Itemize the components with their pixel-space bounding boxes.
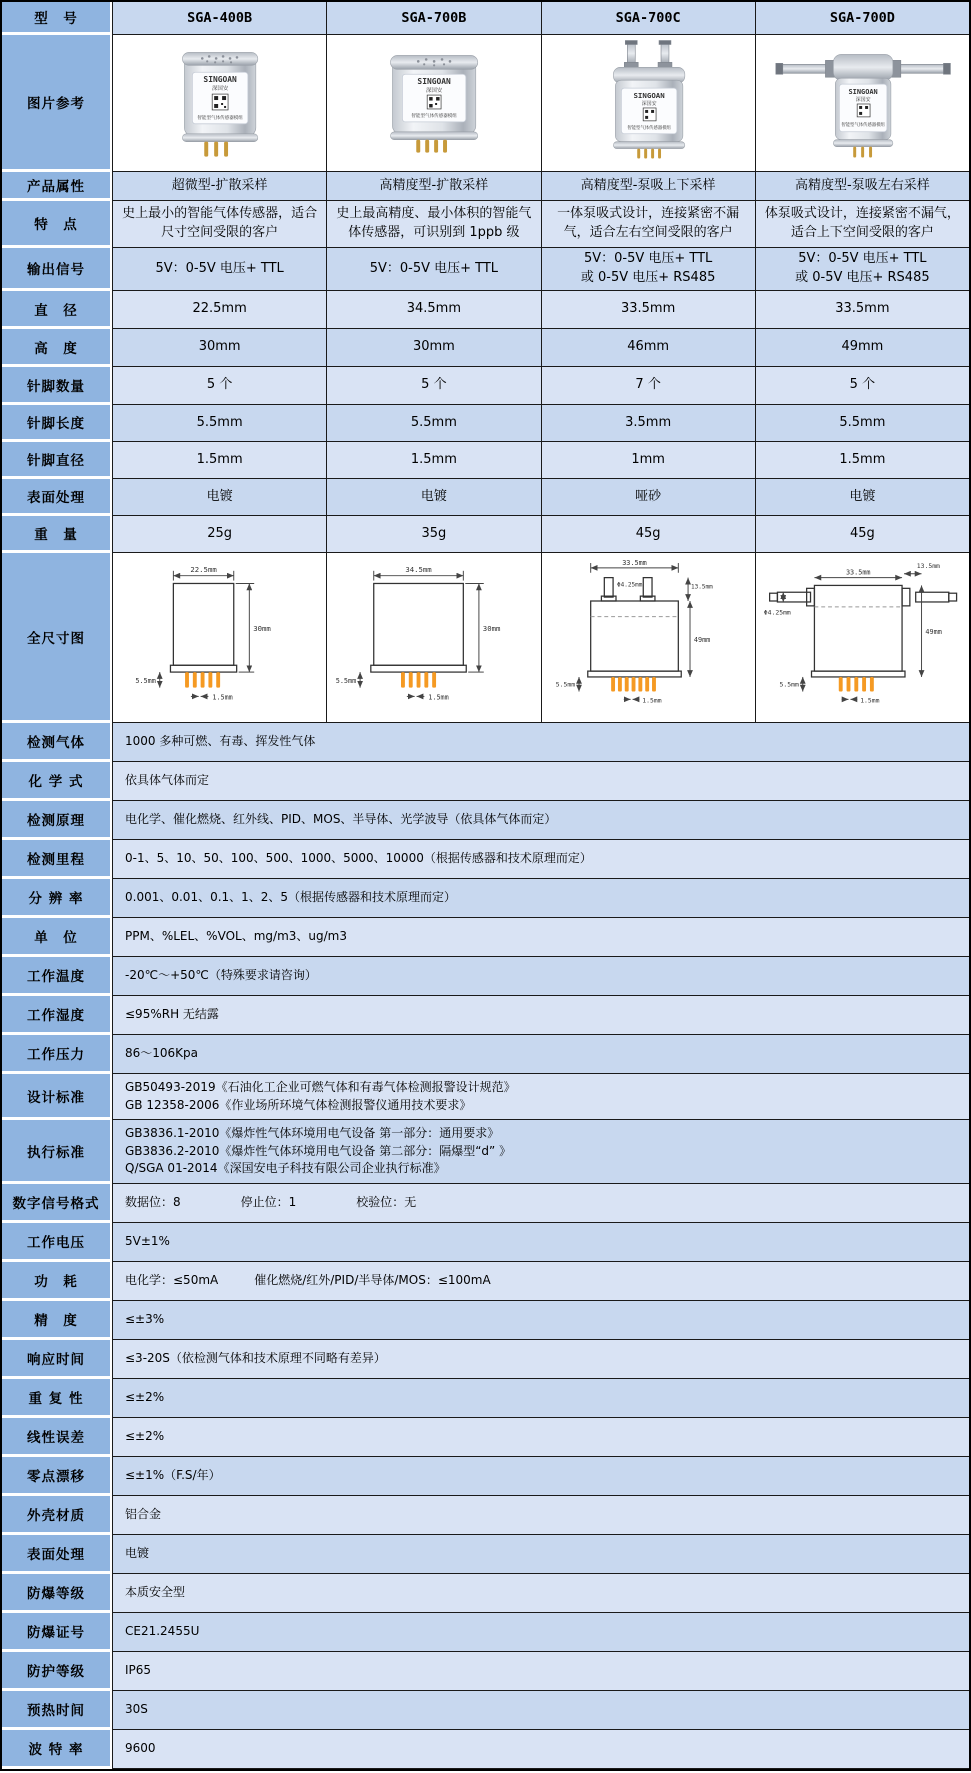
spec-value (541, 172, 755, 201)
spec-value-line: 34.5mm (406, 301, 462, 317)
spec-row (2, 405, 969, 442)
spec-value-line: 30mm (412, 339, 455, 355)
spec-row (2, 1340, 969, 1379)
row-label: 重 复 性 (2, 1379, 112, 1418)
spec-value (112, 1301, 969, 1340)
spec-value-line: 电镀 (420, 488, 447, 504)
spec-value-line: 史上最小的智能气体传感器，适合尺寸空间受限的客户 (122, 206, 318, 240)
dimension-drawing-icon (113, 554, 326, 722)
qr-code-icon (427, 95, 441, 109)
row-label: 零点漂移 (2, 1457, 112, 1496)
spec-value-line: 高精度型-泵吸上下采样 (580, 177, 716, 193)
spec-row (2, 957, 969, 996)
spec-value-line: 0.001、0.01、0.1、1、2、5（根据传感器和技术原理而定） (125, 890, 457, 905)
spec-value (326, 172, 540, 201)
spec-value-line: ≤±3% (125, 1312, 165, 1327)
svg-text:22.5mm: 22.5mm (190, 564, 217, 574)
row-label: 检测里程 (2, 840, 112, 879)
spec-value (326, 201, 540, 248)
spec-value (112, 801, 969, 840)
sensor-photo-icon (113, 36, 326, 171)
spec-value (112, 248, 326, 291)
spec-value-line: 35g (421, 525, 447, 541)
spec-value-line: 30S (125, 1702, 148, 1717)
row-label: 针脚数量 (2, 367, 112, 405)
spec-value (541, 329, 755, 367)
row-label: 功 耗 (2, 1262, 112, 1301)
sensor-photo-icon (756, 36, 969, 171)
row-label: 预热时间 (2, 1691, 112, 1730)
svg-text:1.5mm: 1.5mm (859, 695, 880, 704)
spec-row (2, 479, 969, 516)
spec-value-line: 电镀 (125, 1546, 150, 1561)
svg-text:5.5mm: 5.5mm (135, 676, 156, 685)
svg-text:智能型气体传感器模组: 智能型气体传感器模组 (411, 113, 458, 119)
svg-text:1.5mm: 1.5mm (428, 692, 449, 701)
spec-row (2, 1301, 969, 1340)
row-label: 线性误差 (2, 1418, 112, 1457)
row-label: 防护等级 (2, 1652, 112, 1691)
spec-value (326, 248, 540, 291)
spec-value-line: 电镀 (206, 488, 233, 504)
row-label: 防爆证号 (2, 1613, 112, 1652)
model-name-sga-700b: SGA-700B (326, 2, 540, 35)
spec-value-line: 或 0-5V 电压+ RS485 (580, 270, 716, 285)
spec-value-line: ≤±1%（F.S/年） (125, 1468, 221, 1483)
spec-value-line: GB50493-2019《石油化工企业可燃气体和有毒气体检测报警设计规范》 (125, 1080, 516, 1095)
svg-text:13.5mm: 13.5mm (690, 582, 713, 590)
row-label: 工作湿度 (2, 996, 112, 1035)
row-label: 数字信号格式 (2, 1184, 112, 1223)
spec-value-line: 超微型-扩散采样 (171, 177, 268, 193)
svg-text:33.5mm: 33.5mm (621, 558, 647, 567)
qr-code-icon (212, 94, 228, 110)
spec-row (2, 879, 969, 918)
spec-value-line: 5V：0-5V 电压+ TTL (798, 251, 927, 267)
spec-value (541, 405, 755, 442)
spec-value-line: 1000 多种可燃、有毒、挥发性气体 (125, 734, 316, 749)
spec-value-line: 1.5mm (839, 451, 886, 467)
spec-value-line: ≤±2% (125, 1429, 165, 1444)
spec-value-line: 1mm (631, 451, 665, 467)
spec-value (112, 1613, 969, 1652)
spec-row (2, 1691, 969, 1730)
spec-row (2, 1535, 969, 1574)
full-rows-container (2, 723, 969, 1769)
spec-value-line: 电化学、催化燃烧、红外线、PID、MOS、半导体、光学波导（依具体气体而定） (125, 812, 557, 827)
header-label: 型 号 (2, 2, 112, 35)
dimension-drawing-icon (756, 554, 969, 722)
dimension-diagram-sga-700d (755, 553, 969, 723)
spec-value (112, 1120, 969, 1184)
row-label: 工作温度 (2, 957, 112, 996)
spec-value-line: 5V：0-5V 电压+ TTL (155, 260, 284, 276)
spec-row (2, 1262, 969, 1301)
spec-value (755, 479, 969, 516)
spec-value-line: PPM、%LEL、%VOL、mg/m3、ug/m3 (125, 929, 347, 944)
spec-value (112, 1418, 969, 1457)
spec-value-line: 86～106Kpa (125, 1046, 199, 1061)
row-label: 针脚长度 (2, 405, 112, 442)
spec-row (2, 1184, 969, 1223)
spec-value (112, 1574, 969, 1613)
spec-value-line: 1.5mm (410, 451, 457, 467)
spec-value (541, 442, 755, 479)
spec-value-line: 5V：0-5V 电压+ TTL (583, 251, 713, 267)
svg-text:深国安: 深国安 (211, 85, 229, 92)
image-row (2, 35, 969, 172)
spec-value-line: 5.5mm (410, 414, 457, 430)
spec-value (112, 1340, 969, 1379)
svg-text:5.5mm: 5.5mm (779, 680, 799, 689)
row-label: 外壳材质 (2, 1496, 112, 1535)
dimension-diagram-sga-700c (541, 553, 755, 723)
spec-value-line: 33.5mm (835, 301, 890, 317)
row-label: 设计标准 (2, 1074, 112, 1120)
product-photo-sga-400b (112, 35, 326, 172)
spec-row (2, 1223, 969, 1262)
svg-text:49mm: 49mm (693, 635, 710, 644)
spec-value (112, 442, 326, 479)
row-label: 全尺寸图 (2, 553, 112, 723)
spec-value (112, 723, 969, 762)
spec-value-line: ≤3-20S（依检测气体和技术原理不同略有差异） (125, 1351, 386, 1366)
spec-value (112, 996, 969, 1035)
spec-value (112, 1184, 969, 1223)
spec-value (112, 1074, 969, 1120)
spec-row (2, 1074, 969, 1120)
spec-row (2, 723, 969, 762)
svg-text:5.5mm: 5.5mm (335, 676, 357, 685)
spec-value (112, 1262, 969, 1301)
spec-value (112, 291, 326, 329)
spec-value-line: 电化学：≤50mA 催化燃烧/红外/PID/半导体/MOS：≤100mA (125, 1273, 491, 1288)
spec-value (112, 1035, 969, 1074)
spec-value-line: 0-1、5、10、50、100、500、1000、5000、10000（根据传感器和技术原理而定） (125, 851, 592, 866)
qr-code-icon (643, 107, 656, 120)
spec-row (2, 291, 969, 329)
svg-text:1.5mm: 1.5mm (641, 695, 662, 704)
svg-text:13.5mm: 13.5mm (916, 561, 940, 570)
spec-value (326, 516, 540, 553)
fullsize-row (2, 553, 969, 723)
spec-value (755, 405, 969, 442)
svg-text:SINGOAN: SINGOAN (417, 76, 452, 86)
spec-value-line: 33.5mm (620, 301, 676, 317)
spec-value (112, 879, 969, 918)
spec-value (541, 201, 755, 248)
spec-value (541, 516, 755, 553)
product-photo-sga-700b (326, 35, 540, 172)
spec-value-line: 数据位：8 停止位：1 校验位：无 (125, 1195, 417, 1210)
sensor-photo-icon (542, 36, 755, 171)
spec-value-line: 史上最高精度、最小体积的智能气体传感器，可识别到 1ppb 级 (336, 206, 532, 240)
spec-value (755, 367, 969, 405)
spec-value-line: 5.5mm (839, 414, 886, 430)
spec-value-line: GB 12358-2006《作业场所环境气体检测报警仪通用技术要求》 (125, 1097, 472, 1112)
spec-value-line: GB3836.2-2010《爆炸性气体环境用电气设备 第二部分：隔爆型“d” 》 (125, 1143, 512, 1158)
svg-text:深国安: 深国安 (641, 100, 657, 107)
row-label: 执行标准 (2, 1120, 112, 1184)
row-label: 产品属性 (2, 172, 112, 201)
svg-text:智能型气体传感器模组: 智能型气体传感器模组 (841, 122, 885, 128)
spec-value (755, 248, 969, 291)
row-label: 检测原理 (2, 801, 112, 840)
svg-text:智能型气体传感器模组: 智能型气体传感器模组 (197, 115, 243, 121)
svg-text:5.5mm: 5.5mm (555, 680, 575, 689)
spec-value-line: 30mm (198, 339, 241, 355)
spec-value-line: 体泵吸式设计，连接紧密不漏气，适合上下空间受限的客户 (764, 206, 960, 240)
spec-value (541, 479, 755, 516)
spec-row (2, 1730, 969, 1769)
spec-value (112, 1652, 969, 1691)
model-name-sga-700d: SGA-700D (755, 2, 969, 35)
spec-row (2, 840, 969, 879)
dimension-drawing-icon (542, 554, 755, 722)
row-label: 防爆等级 (2, 1574, 112, 1613)
spec-value-line: 电镀 (849, 488, 876, 504)
spec-value-line: 依具体气体而定 (125, 773, 210, 788)
spec-value (541, 367, 755, 405)
spec-row (2, 442, 969, 479)
row-label: 响应时间 (2, 1340, 112, 1379)
spec-value (326, 367, 540, 405)
spec-value (755, 201, 969, 248)
spec-value (112, 1223, 969, 1262)
spec-value-line: 45g (849, 525, 875, 541)
svg-text:深国安: 深国安 (855, 96, 871, 103)
spec-value-line: 哑砂 (635, 488, 662, 504)
spec-value-line: 本质安全型 (125, 1585, 186, 1600)
row-label: 精 度 (2, 1301, 112, 1340)
svg-text:30mm: 30mm (483, 623, 501, 633)
spec-row (2, 1496, 969, 1535)
spec-value-line: 或 0-5V 电压+ RS485 (795, 270, 930, 285)
spec-value-line: 7 个 (635, 377, 661, 393)
spec-value-line: 5 个 (421, 377, 447, 393)
sensor-photo-icon (327, 36, 540, 171)
spec-value (541, 248, 755, 291)
qr-code-icon (857, 103, 870, 116)
spec-value (112, 918, 969, 957)
spec-value-line: 高精度型-泵吸左右采样 (795, 177, 930, 193)
spec-value (326, 479, 540, 516)
svg-text:SINGOAN: SINGOAN (632, 90, 665, 100)
svg-text:49mm: 49mm (925, 627, 942, 636)
spec-value-line: 5V±1% (125, 1234, 170, 1249)
dimension-diagram-sga-700b (326, 553, 540, 723)
spec-row (2, 918, 969, 957)
spec-row (2, 996, 969, 1035)
dimension-diagram-sga-400b (112, 553, 326, 723)
spec-row (2, 1035, 969, 1074)
svg-text:Φ4.25mm: Φ4.25mm (763, 608, 791, 617)
spec-row (2, 801, 969, 840)
svg-text:33.5mm: 33.5mm (845, 568, 871, 577)
spec-value (326, 329, 540, 367)
spec-value (112, 405, 326, 442)
spec-value-line: -20℃～+50℃（特殊要求请咨询） (125, 968, 317, 983)
dimension-drawing-icon (327, 554, 540, 722)
row-label: 针脚直径 (2, 442, 112, 479)
spec-value (755, 329, 969, 367)
spec-value-line: 46mm (627, 339, 670, 355)
spec-value (112, 1535, 969, 1574)
spec-value (112, 172, 326, 201)
row-label: 重 量 (2, 516, 112, 553)
spec-value (326, 442, 540, 479)
spec-value (112, 762, 969, 801)
spec-value-line: 5V：0-5V 电压+ TTL (369, 260, 499, 276)
spec-value (112, 479, 326, 516)
spec-value-line: 45g (635, 525, 661, 541)
svg-text:SINGOAN: SINGOAN (203, 74, 237, 84)
spec-value-line: 25g (207, 525, 233, 541)
spec-value-line: 5 个 (849, 377, 876, 393)
spec-value-line: 高精度型-扩散采样 (379, 177, 489, 193)
model-name-sga-400b: SGA-400B (112, 2, 326, 35)
spec-value-line: 铝合金 (125, 1507, 162, 1522)
row-label: 直 径 (2, 291, 112, 329)
spec-value (112, 367, 326, 405)
spec-row (2, 367, 969, 405)
product-photo-sga-700d (755, 35, 969, 172)
spec-value (112, 1691, 969, 1730)
spec-row (2, 1120, 969, 1184)
spec-value (755, 442, 969, 479)
spec-row (2, 1457, 969, 1496)
spec-value (112, 1379, 969, 1418)
spec-value (112, 1730, 969, 1769)
row-label: 图片参考 (2, 35, 112, 172)
spec-row (2, 329, 969, 367)
row-label: 特 点 (2, 201, 112, 248)
spec-value-line: Q/SGA 01-2014《深国安电子科技有限公司企业执行标准》 (125, 1161, 446, 1176)
row-label: 波 特 率 (2, 1730, 112, 1769)
svg-text:Φ4.25mm: Φ4.25mm (616, 580, 642, 588)
spec-value-line: ≤95%RH 无结露 (125, 1007, 219, 1022)
spec-rows-container (2, 172, 969, 553)
spec-value-line: 5 个 (206, 377, 233, 393)
spec-value (112, 957, 969, 996)
spec-row (2, 1613, 969, 1652)
svg-text:30mm: 30mm (253, 623, 271, 633)
row-label: 工作电压 (2, 1223, 112, 1262)
model-name-sga-700c: SGA-700C (541, 2, 755, 35)
spec-row (2, 1379, 969, 1418)
spec-value-line: 22.5mm (192, 301, 247, 317)
row-label: 化 学 式 (2, 762, 112, 801)
spec-value (541, 291, 755, 329)
svg-text:1.5mm: 1.5mm (212, 692, 233, 701)
row-label: 工作压力 (2, 1035, 112, 1074)
spec-value (112, 329, 326, 367)
spec-value-line: 5.5mm (196, 414, 243, 430)
spec-row (2, 1418, 969, 1457)
spec-value-line: ≤±2% (125, 1390, 165, 1405)
svg-text:智能型气体传感器模组: 智能型气体传感器模组 (626, 125, 671, 131)
spec-value-line: 一体泵吸式设计，连接紧密不漏气，适合左右空间受限的客户 (557, 206, 740, 240)
row-label: 单 位 (2, 918, 112, 957)
spec-value (326, 405, 540, 442)
spec-value (755, 291, 969, 329)
spec-value (112, 1457, 969, 1496)
spec-value-line: 49mm (841, 339, 884, 355)
spec-value (112, 1496, 969, 1535)
row-label: 表面处理 (2, 479, 112, 516)
spec-row (2, 1574, 969, 1613)
spec-value (112, 840, 969, 879)
spec-row (2, 1652, 969, 1691)
spec-value-line: 3.5mm (625, 414, 672, 430)
spec-value (112, 201, 326, 248)
row-label: 表面处理 (2, 1535, 112, 1574)
spec-value (755, 516, 969, 553)
spec-value (755, 172, 969, 201)
spec-value-line: IP65 (125, 1663, 152, 1678)
spec-row (2, 248, 969, 291)
spec-row (2, 516, 969, 553)
spec-value-line: CE21.2455U (125, 1624, 200, 1639)
svg-text:SINGOAN: SINGOAN (848, 87, 878, 96)
table-header-row (2, 2, 969, 35)
spec-row (2, 201, 969, 248)
row-label: 输出信号 (2, 248, 112, 291)
row-label: 高 度 (2, 329, 112, 367)
spec-row (2, 762, 969, 801)
row-label: 检测气体 (2, 723, 112, 762)
row-label: 分 辨 率 (2, 879, 112, 918)
svg-text:34.5mm: 34.5mm (405, 564, 432, 574)
product-photo-sga-700c (541, 35, 755, 172)
spec-value (326, 291, 540, 329)
svg-text:深国安: 深国安 (426, 87, 443, 94)
spec-value-line: 9600 (125, 1741, 156, 1756)
spec-value-line: 1.5mm (196, 451, 243, 467)
spec-value-line: GB3836.1-2010《爆炸性气体环境用电气设备 第一部分：通用要求》 (125, 1126, 500, 1141)
spec-row (2, 172, 969, 201)
spec-value (112, 516, 326, 553)
